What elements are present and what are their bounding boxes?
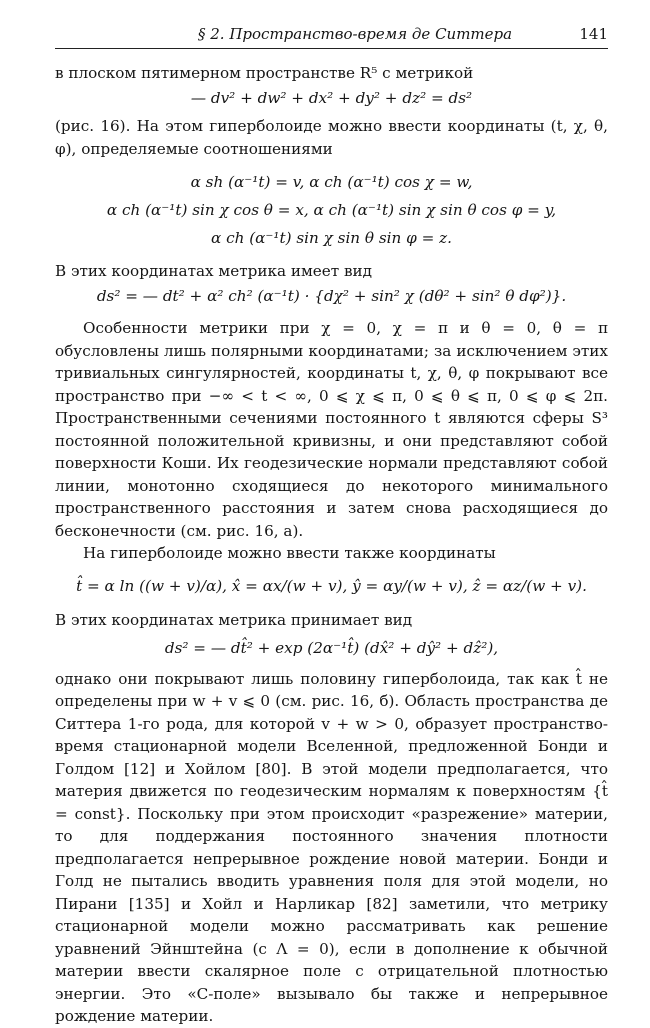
book-page [55,0,608,1025]
paragraph: На гиперболоиде можно ввести также координаты [83,544,496,562]
paragraph: Особенности метрики при χ = 0, χ = π и θ = 0, θ = π обусловлены лишь полярными координатами; за исключением этих тривиальных сингулярностей, координаты t, χ, θ, φ покрывают все пространство при −∞ < t < ∞, 0 ⩽ χ ⩽ π, 0 ⩽ θ ⩽ π, 0 ⩽ φ ⩽ 2π. Пространственными сечениями постоянного t являются сферы S³ постоянной положительной кривизны, и они представляют собой поверхности Коши. Их геодезические нормали представляют собой линии, монотонно сходящиеся до некоторого минимального пространственного расстояния и затем снова расходящиеся до бесконечности (см. рис. 16, а). [55,319,608,540]
text-line: В этих координатах метрика имеет вид [55,262,373,280]
equation-metric-global: ds² = — dt² + α² ch² (α⁻¹t) · {dχ² + sin² χ (dθ² + sin² θ dφ²)}. [96,286,567,305]
equation-line: α ch (α⁻¹t) sin χ cos θ = x, α ch (α⁻¹t) sin χ sin θ cos φ = y, [106,201,557,219]
text-line: в плоском пятимерном пространстве R⁵ с метрикой [55,64,474,82]
equation-hat-coordinates: t̂ = α ln ((w + v)/α), x̂ = αx/(w + v), ŷ = αy/(w + v), ẑ = αz/(w + v). [76,576,587,595]
section-title: § 2. Пространство-время де Ситтера [198,25,513,43]
equation-line: α sh (α⁻¹t) = v, α ch (α⁻¹t) cos χ = w, [190,173,473,191]
equation-metric-steady-state: ds² = — dt̂² + exp (2α⁻¹t̂) (dx̂² + dŷ² + dẑ²), [164,639,499,657]
page-number: 141 [579,25,608,43]
paragraph: однако они покрывают лишь половину гиперболоида, так как t̂ не определены при w + v ⩽ 0 (см. рис. 16, б). Область пространства де Ситтера 1-го рода, для которой v + w > 0, образует пространство-время стационарной модели Вселенной, предложенной Бонди и Голдом [12] и Хойлом [80]. В этой модели предполагается, что материя движется по геодезическим нормалям к поверхностям {t̂ = const}. Поскольку при этом происходит «разрежение» материи, то для поддержания постоянного значения плотности предполагается непрерывное рождение новой материи. Бонди и Голд не пытались вводить уравнения поля для этой модели, но Пирани [135] и Хойл и Нарликар [82] заметили, что метрику стационарной модели можно рассматривать как решение уравнений Эйнштейна (с Λ = 0), если в дополнение к обычной материи ввести скалярное поле с отрицательной плотностью энергии. Это «C-поле» вызывало бы также и непрерывное рождение материи. [55,669,608,1025]
running-head [55,22,608,49]
page-body [55,62,608,1028]
equation-block-coordinates [55,168,608,252]
equation-metric-flat: — dv² + dw² + dx² + dy² + dz² = ds² [190,88,473,107]
text-line: В этих координатах метрика принимает вид [55,610,413,629]
paragraph: (рис. 16). На этом гиперболоиде можно ввести координаты (t, χ, θ, φ), определяемые соотношениями [55,117,608,158]
equation-line: α ch (α⁻¹t) sin χ sin θ sin φ = z. [211,229,452,247]
